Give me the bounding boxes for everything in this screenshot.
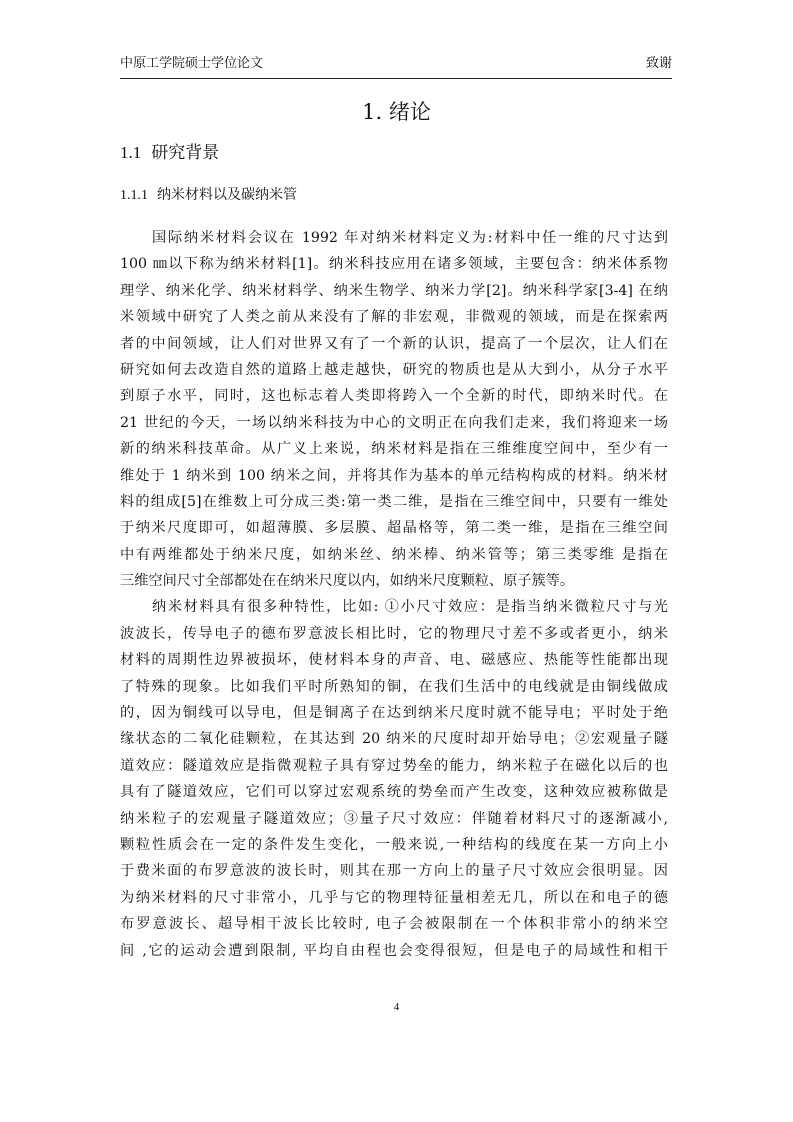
page-header [120,55,672,77]
section-heading [120,141,219,165]
subsection-title: 纳米材料以及碳纳米管 [157,187,297,203]
text-line: 国际纳米材料会议在 1992 年对纳米材料定义为:材料中任一维的尺寸达到 [152,230,668,246]
text-line: 维处于 1 纳米到 100 纳米之间，并将其作为基本的单元结构构成的材料。纳米材 [120,467,668,484]
text-line: 具有了隧道效应，它们可以穿过宏观系统的势垒而产生改变，这种效应被称做是 [120,784,668,801]
text-line: 间 ,它的运动会遭到限制, 平均自由程也会变得很短，但是电子的局域性和相干 [120,942,668,959]
text-line: 于纳米尺度即可，如超薄膜、多层膜、超晶格等，第二类一维，是指在三维空间 [120,520,668,537]
subsection-number: 1.1.1 [120,188,148,203]
section-title: 研究背景 [151,143,220,163]
text-line: 新的纳米科技革命。从广义上来说，纳米材料是指在三维维度空间中，至少有一 [120,441,668,458]
thesis-running-title: 中原工学院硕士学位论文 [120,56,264,71]
header-divider [120,78,672,79]
text-line: 了特殊的现象。比如我们平时所熟知的铜，在我们生活中的电线就是由铜线做成 [120,678,668,695]
text-line: 材料的周期性边界被损坏，使材料本身的声音、电、磁感应、热能等性能都出现 [120,652,668,669]
page-number: 4 [393,1001,400,1013]
text-line: 波波长，传导电子的德布罗意波长相比时，它的物理尺寸差不多或者更小，纳米 [120,625,668,642]
text-line: 三维空间尺寸全部都处在在纳米尺度以内，如纳米尺度颗粒、原子簇等。 [120,573,575,590]
text-line: 纳米粒子的宏观量子隧道效应；③量子尺寸效应：伴随着材料尺寸的逐渐减小, [120,810,668,827]
text-line: 研究如何去改造自然的道路上越走越快，研究的物质也是从大到小，从分子水平 [120,361,668,378]
chapter-title: 1. 绪论 [362,100,431,124]
text-line: 100 ㎚以下称为纳米材料[1]。纳米科技应用在诸多领域，主要包含：纳米体系物 [120,256,668,273]
text-line: 纳米材料具有很多种特性，比如: ①小尺寸效应：是指当纳米微粒尺寸与光 [152,599,668,616]
text-line: 中有两维都处于纳米尺度，如纳米丝、纳米棒、纳米管等；第三类零维 是指在 [120,546,668,563]
chapter-running-title: 致谢 [645,56,672,71]
body-text [120,225,668,964]
text-line: 缘状态的二氧化硅颗粒，在其达到 20 纳米的尺度时却开始导电；②宏观量子隧 [120,731,668,748]
text-line: 为纳米材料的尺寸非常小，几乎与它的物理特征量相差无几，所以在和电子的德 [120,889,668,906]
text-line: 米领域中研究了人类之前从来没有了解的非宏观，非微观的领域，而是在探索两 [120,309,668,326]
text-line: 布罗意波长、超导相干波长比较时, 电子会被限制在一个体积非常小的纳米空 [120,916,668,933]
text-line: 者的中间领域，让人们对世界又有了一个新的认识，提高了一个层次，让人们在 [120,335,668,352]
text-line: 道效应：隧道效应是指微观粒子具有穿过势垒的能力，纳米粒子在磁化以后的也 [120,757,668,774]
text-line: 颗粒性质会在一定的条件发生变化，一般来说,一种结构的线度在某一方向上小 [120,836,668,853]
text-line: 的，因为铜线可以导电，但是铜离子在达到纳米尺度时就不能导电；平时处于绝 [120,705,668,722]
text-line: 于费米面的布罗意波的波长时，则其在那一方向上的量子尺寸效应会很明显。因 [120,863,668,880]
text-line: 料的组成[5]在维数上可分成三类:第一类二维，是指在三维空间中，只要有一维处 [120,493,668,510]
subsection-heading [120,184,297,207]
text-line: 21 世纪的今天，一场以纳米科技为中心的文明正在向我们走来，我们将迎来一场 [120,414,668,431]
text-line: 到原子水平，同时，这也标志着人类即将跨入一个全新的时代，即纳米时代。在 [120,388,668,405]
text-line: 理学、纳米化学、纳米材料学、纳米生物学、纳米力学[2]。纳米科学家[3-4] 在纳 [120,282,668,299]
section-number: 1.1 [120,143,142,162]
